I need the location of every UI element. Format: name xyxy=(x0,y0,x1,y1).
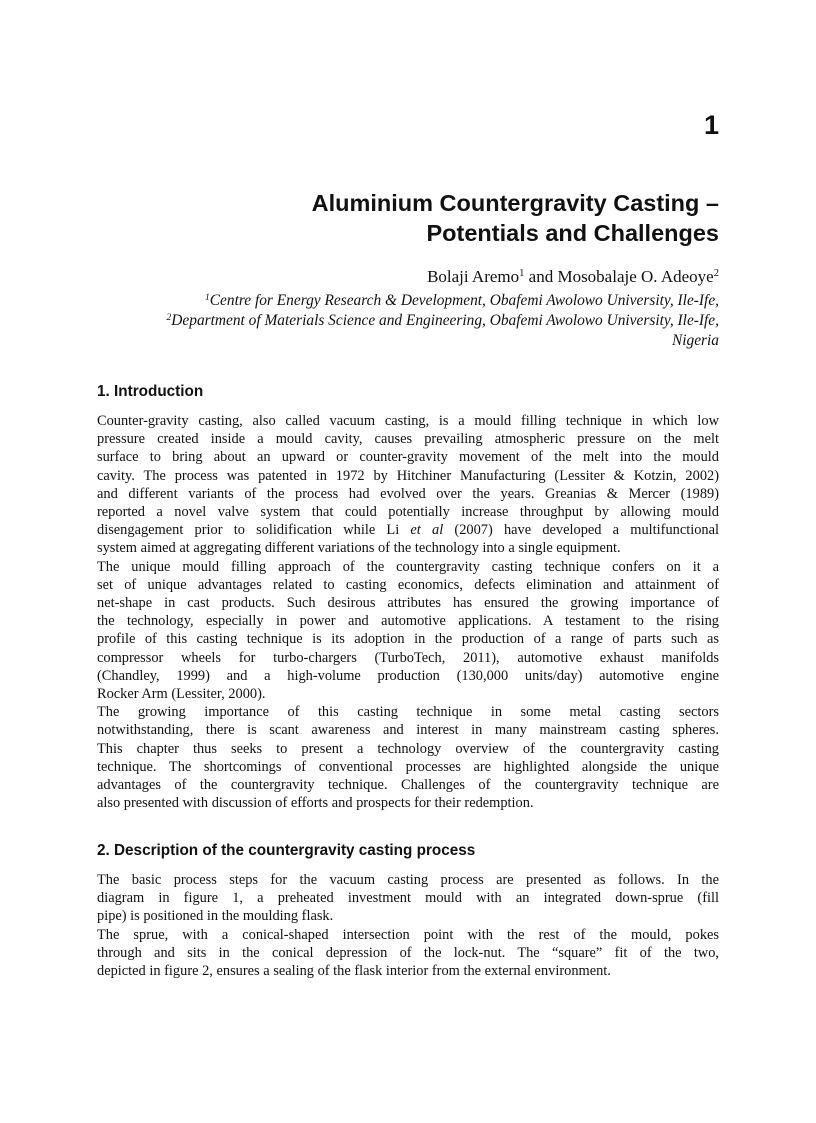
paragraph xyxy=(97,558,719,704)
text-line: Rocker Arm (Lessiter, 2000). xyxy=(97,686,266,703)
affiliation-text: Centre for Energy Research & Development, Obafemi Awolowo University, Ile-Ife, xyxy=(209,292,719,309)
text-line: surface to bring about an upward or counter-gravity movement of the melt into the mould xyxy=(97,449,719,466)
text-line: advantages of the countergravity technique. Challenges of the countergravity technique are xyxy=(97,777,719,794)
text-line: compressor wheels for turbo-chargers (TurboTech, 2011), automotive exhaust manifolds xyxy=(97,649,719,666)
text-line: cavity. The process was patented in 1972 by Hitchiner Manufacturing (Lessiter & Kotzin, 2002) xyxy=(97,467,719,484)
paragraph xyxy=(97,412,719,558)
chapter-title-line: Aluminium Countergravity Casting – xyxy=(311,190,719,216)
author-affiliation-marker: 1 xyxy=(519,268,525,280)
author-name: Bolaji Aremo xyxy=(427,267,520,286)
text-line: through and sits in the conical depression of the lock-nut. The “square” fit of the two, xyxy=(97,944,719,961)
text-line: also presented with discussion of efforts and prospects for their redemption. xyxy=(97,795,534,812)
chapter-number: 1 xyxy=(703,110,719,140)
text-line: depicted in figure 2, ensures a sealing of the flask interior from the external environment. xyxy=(97,963,611,980)
text-line: The unique mould filling approach of the countergravity casting technique confers on it a xyxy=(97,558,719,575)
section-body xyxy=(97,871,719,980)
section-body xyxy=(97,412,719,812)
text-line: (Chandley, 1999) and a high-volume production (130,000 units/day) automotive engine xyxy=(97,667,719,684)
paragraph xyxy=(97,703,719,812)
text-fragment: disengagement prior to solidification while Li xyxy=(97,522,411,539)
text-line: technique. The shortcomings of conventional processes are highlighted alongside the unique xyxy=(97,758,719,775)
text-line xyxy=(97,521,719,539)
text-line: The growing importance of this casting technique in some metal casting sectors xyxy=(97,704,719,721)
paragraph xyxy=(97,871,719,926)
affiliation-marker: 1 xyxy=(205,291,210,303)
text-line: profile of this casting technique is its adoption in the production of a range of parts such as xyxy=(97,631,719,648)
text-line: This chapter thus seeks to present a technology overview of the countergravity casting xyxy=(97,740,719,757)
text-line: The basic process steps for the vacuum casting process are presented as follows. In the xyxy=(97,872,719,888)
paragraph xyxy=(97,926,719,981)
affiliation-line xyxy=(59,331,719,351)
affiliation-text: Department of Materials Science and Engineering, Obafemi Awolowo University, Ile-Ife, xyxy=(171,312,719,329)
section-heading: 1. Introduction xyxy=(97,383,204,400)
author-conjunction: and xyxy=(524,267,558,286)
text-line: system aimed at aggregating different variations of the technology into a single equipment. xyxy=(97,540,621,557)
text-line: set of unique advantages related to casting economics, defects elimination and attainment of xyxy=(97,576,719,593)
text-line: and different variants of the process had evolved over the years. Greanias & Mercer (1989) xyxy=(97,485,719,502)
author-affiliation-marker: 2 xyxy=(713,268,719,280)
author-name: Mosobalaje O. Adeoye xyxy=(557,267,714,286)
text-fragment: (2007) have developed a multifunctional xyxy=(443,522,719,539)
section-heading: 2. Description of the countergravity casting process xyxy=(97,842,476,859)
text-line: The sprue, with a conical-shaped intersection point with the rest of the mould, pokes xyxy=(97,926,719,943)
chapter-title xyxy=(119,188,719,248)
text-line: net-shape in cast products. Such desirous attributes has ensured the growing importance of xyxy=(97,595,719,612)
chapter-title-line: Potentials and Challenges xyxy=(426,220,719,246)
affiliation-line xyxy=(59,311,719,331)
emphasis-text: et al xyxy=(410,522,444,539)
affiliation-line xyxy=(59,291,719,311)
author-list xyxy=(79,266,719,287)
text-line: pipe) is positioned in the moulding flask. xyxy=(97,908,334,925)
text-line: the technology, especially in power and automotive applications. A testament to the rising xyxy=(97,613,719,630)
affiliations xyxy=(59,291,719,351)
affiliation-text: Nigeria xyxy=(671,332,719,349)
text-line: reported a novel valve system that could potentially increase throughput by allowing mould xyxy=(97,504,719,521)
affiliation-marker: 2 xyxy=(166,311,172,323)
text-line: Counter-gravity casting, also called vacuum casting, is a mould filling technique in which low xyxy=(97,413,719,429)
text-line: notwithstanding, there is scant awareness and interest in many mainstream casting spheres. xyxy=(97,722,719,739)
text-line: diagram in figure 1, a preheated investment mould with an integrated down-sprue (fill xyxy=(97,890,719,907)
text-line: pressure created inside a mould cavity, causes prevailing atmospheric pressure on the melt xyxy=(97,431,719,448)
